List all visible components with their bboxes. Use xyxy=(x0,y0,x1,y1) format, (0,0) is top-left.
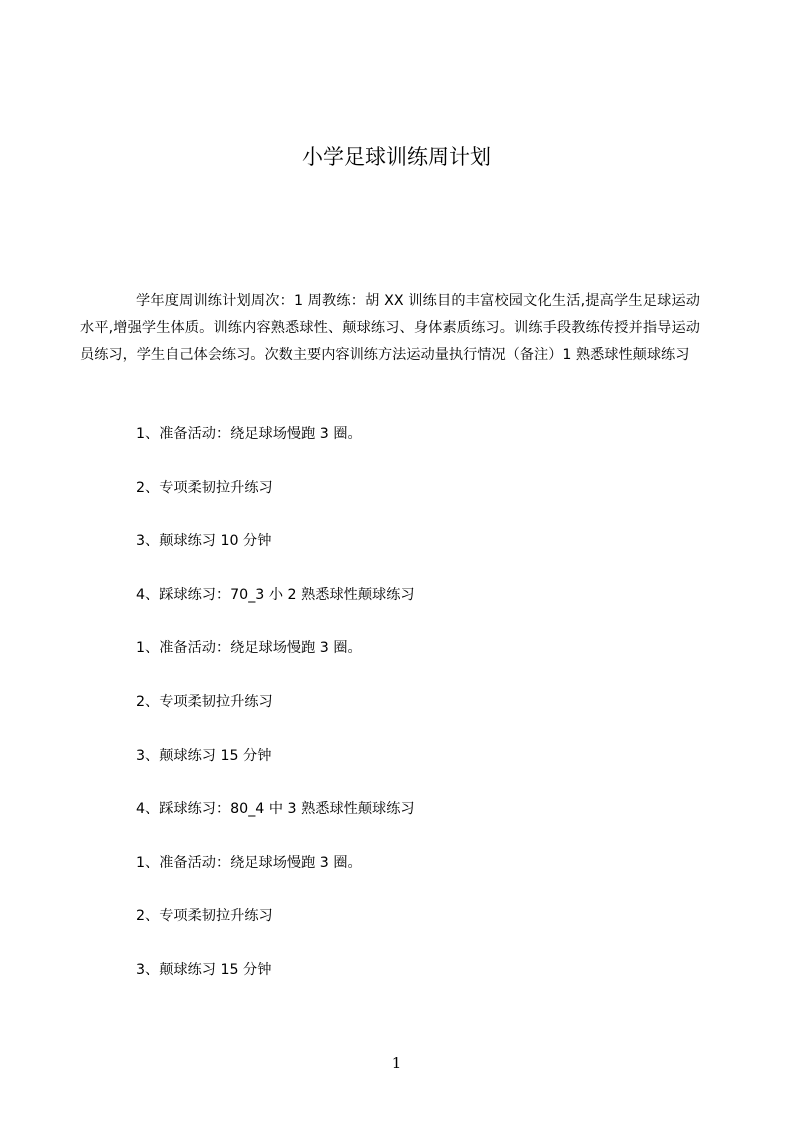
list-item: 3、颠球练习 15 分钟 xyxy=(136,961,272,978)
list-item: 3、颠球练习 10 分钟 xyxy=(136,533,272,550)
list-item: 1、准备活动：绕足球场慢跑 3 圈。 xyxy=(136,640,362,657)
list-item: 4、踩球练习：70_3 小 2 熟悉球性颠球练习 xyxy=(136,586,415,603)
list-item: 1、准备活动：绕足球场慢跑 3 圈。 xyxy=(136,854,362,871)
page-number: 1 xyxy=(391,1054,402,1072)
list-item: 2、专项柔韧拉升练习 xyxy=(136,693,273,710)
list-item: 3、颠球练习 15 分钟 xyxy=(136,747,272,764)
list-item: 1、准备活动：绕足球场慢跑 3 圈。 xyxy=(136,426,362,442)
intro-paragraph: 学年度周训练计划周次：1 周教练：胡 XX 训练目的丰富校园文化生活,提高学生足球运动水平,增强学生体质。训练内容熟悉球性、颠球练习、身体素质练习。训练手段教练传授并指导运动员练习，学生自己体会练习。次数主要内容训练方法运动量执行情况（备注）1 熟悉球性颠球练习 xyxy=(80,293,700,363)
list-item: 2、专项柔韧拉升练习 xyxy=(136,908,273,925)
list-item: 4、踩球练习：80_4 中 3 熟悉球性颠球练习 xyxy=(136,801,415,818)
list-item: 2、专项柔韧拉升练习 xyxy=(136,479,273,496)
training-item-list xyxy=(136,423,415,1013)
document-title: 小学足球训练周计划 xyxy=(302,145,491,169)
